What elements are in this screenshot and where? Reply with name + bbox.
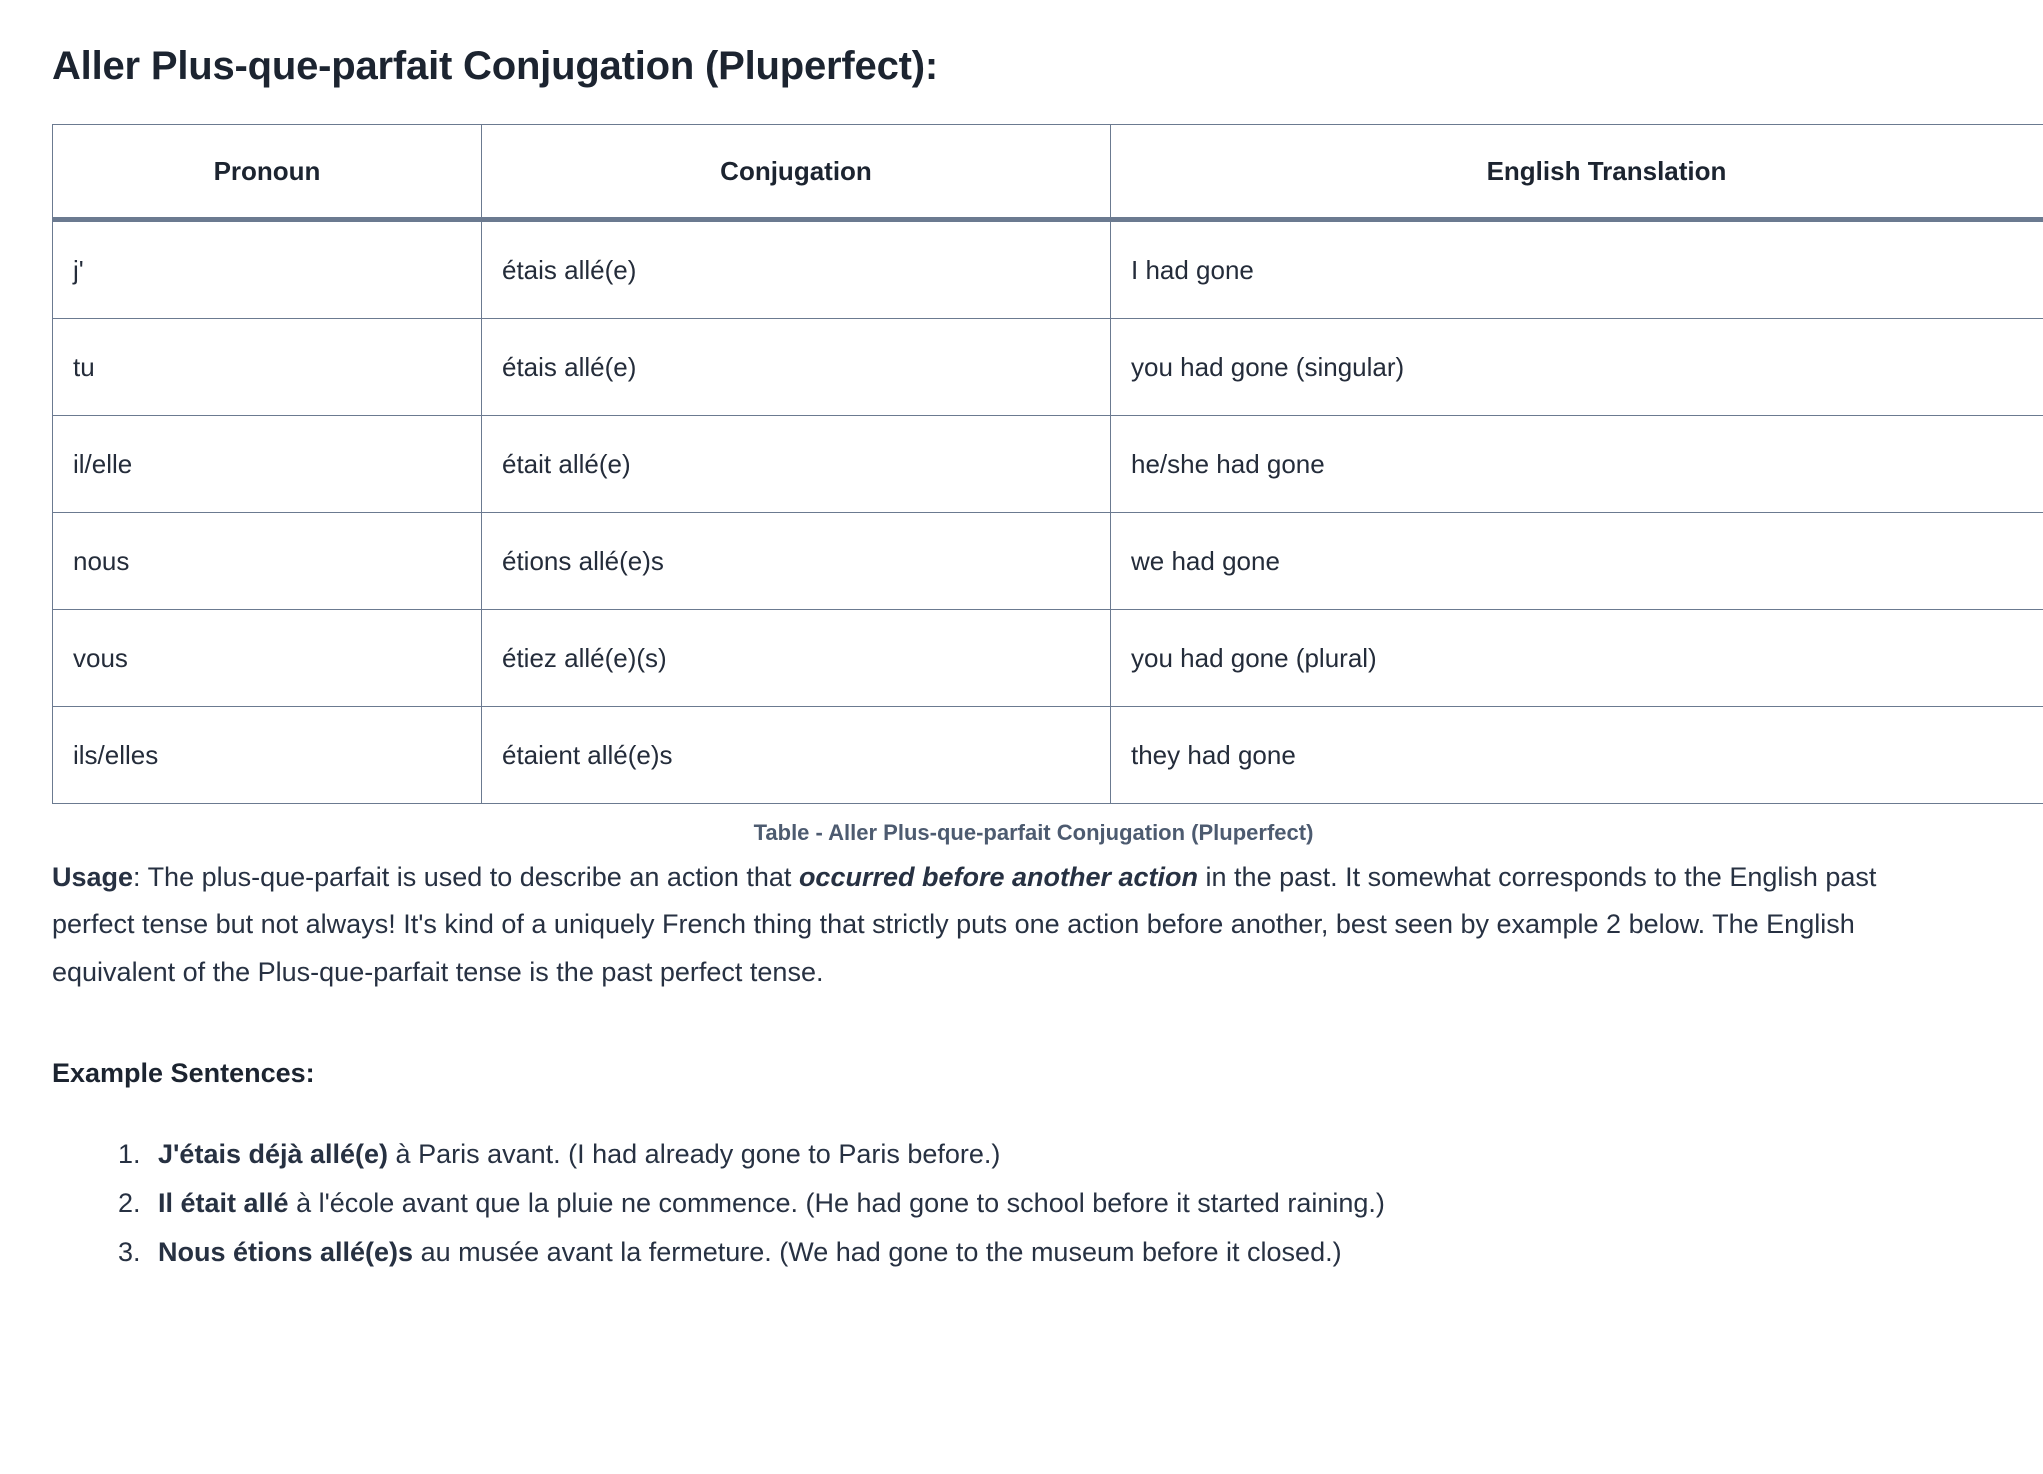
cell-conjugation: étaient allé(e)s [482, 707, 1111, 804]
example-lead: J'étais déjà allé(e) [158, 1138, 389, 1169]
examples-list [52, 1138, 1991, 1267]
example-lead: Nous étions allé(e)s [158, 1236, 414, 1267]
table-header-row [53, 125, 2043, 220]
table-row [53, 610, 2043, 707]
column-header-conjugation: Conjugation [482, 125, 1111, 220]
cell-conjugation: étais allé(e) [482, 220, 1111, 319]
examples-heading: Example Sentences: [52, 1057, 315, 1088]
cell-conjugation: étais allé(e) [482, 319, 1111, 416]
list-item [148, 1138, 1991, 1169]
cell-conjugation: était allé(e) [482, 416, 1111, 513]
table-row [53, 416, 2043, 513]
usage-text-after: in the past. It somewhat corresponds to the English past perfect tense but not always! It's kind of a uniquely French thing that strictly puts one action before another, best seen by example 2 below. The English equivalent of the Plus-que-parfait tense is the past perfect tense. [52, 862, 1877, 987]
cell-pronoun: vous [53, 610, 482, 707]
usage-label: Usage [52, 862, 134, 892]
table-body [53, 220, 2043, 804]
example-rest: au musée avant la fermeture. (We had gone to the museum before it closed.) [413, 1236, 1342, 1267]
cell-translation: you had gone (singular) [1111, 319, 2043, 416]
usage-emphasis: occurred before another action [798, 862, 1199, 892]
list-item [148, 1187, 1991, 1218]
cell-translation: I had gone [1111, 220, 2043, 319]
table-row [53, 707, 2043, 804]
column-header-pronoun: Pronoun [53, 125, 482, 220]
column-header-translation: English Translation [1111, 125, 2043, 220]
example-rest: à l'école avant que la pluie ne commence. (He had gone to school before it started raining.) [288, 1187, 1385, 1218]
cell-pronoun: j' [53, 220, 482, 319]
cell-pronoun: il/elle [53, 416, 482, 513]
usage-text-before: The plus-que-parfait is used to describe an action that [147, 862, 799, 892]
cell-conjugation: étiez allé(e)(s) [482, 610, 1111, 707]
page-title: Aller Plus-que-parfait Conjugation (Pluperfect): [52, 44, 938, 88]
cell-translation: they had gone [1111, 707, 2043, 804]
list-item [148, 1236, 1991, 1267]
usage-separator: : [133, 862, 148, 892]
example-rest: à Paris avant. (I had already gone to Paris before.) [388, 1138, 1001, 1169]
cell-pronoun: nous [53, 513, 482, 610]
table-row [53, 319, 2043, 416]
cell-translation: you had gone (plural) [1111, 610, 2043, 707]
usage-paragraph [52, 854, 1932, 996]
table-header [53, 125, 2043, 220]
cell-conjugation: étions allé(e)s [482, 513, 1111, 610]
table-row [53, 513, 2043, 610]
cell-pronoun: ils/elles [53, 707, 482, 804]
conjugation-table [52, 124, 2043, 804]
table-caption: Table - Aller Plus-que-parfait Conjugation (Pluperfect) [753, 820, 1314, 845]
cell-pronoun: tu [53, 319, 482, 416]
cell-translation: he/she had gone [1111, 416, 2043, 513]
cell-translation: we had gone [1111, 513, 2043, 610]
table-row [53, 220, 2043, 319]
example-lead: Il était allé [158, 1187, 289, 1218]
